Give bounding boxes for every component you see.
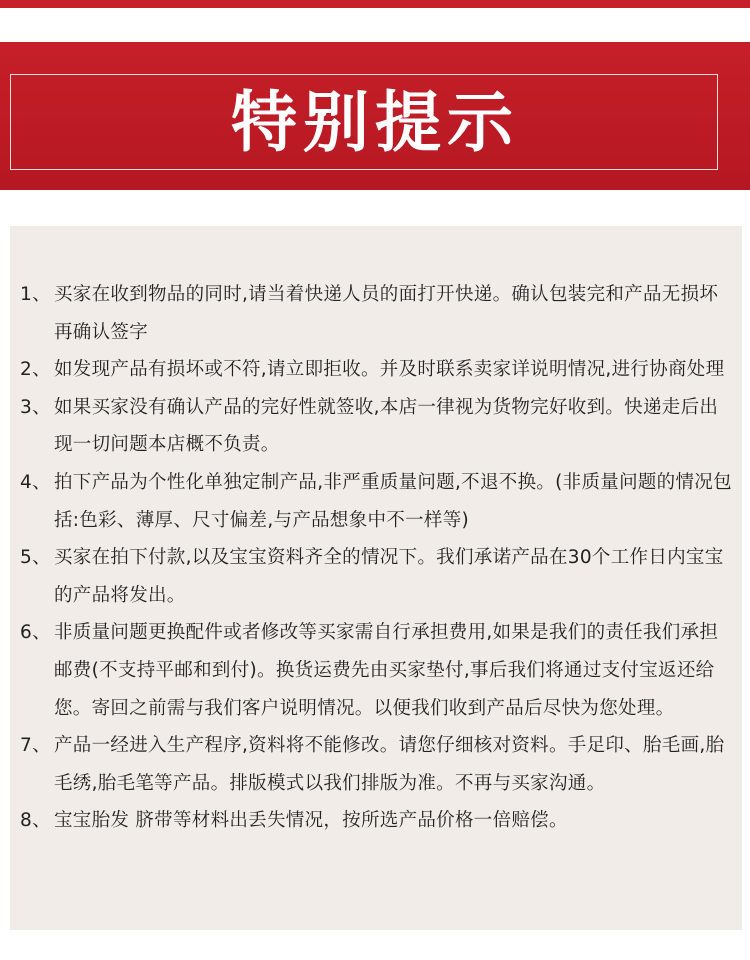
- title-banner: [0, 42, 750, 190]
- top-red-strip: [0, 0, 750, 8]
- notice-item: [10, 727, 742, 802]
- notice-item: [10, 276, 742, 351]
- notice-number: 6、: [20, 622, 51, 644]
- notice-number: 5、: [20, 547, 51, 569]
- notice-list: [10, 276, 742, 840]
- notice-item: [10, 802, 742, 840]
- notice-item: [10, 539, 742, 614]
- banner-title: 特别提示: [231, 83, 519, 161]
- notice-number: 8、: [20, 810, 51, 832]
- notice-number: 1、: [20, 284, 51, 305]
- notice-text: 宝宝胎发 脐带等材料出丢失情况，按所选产品价格一倍赔偿。: [54, 810, 568, 832]
- notice-item: [10, 389, 742, 464]
- notice-box: [10, 226, 742, 930]
- notice-text: 如果买家没有确认产品的完好性就签收,本店一律视为货物完好收到。快递走后出现一切问题本店概不负责。: [54, 396, 719, 456]
- notice-text: 非质量问题更换配件或者修改等买家需自行承担费用,如果是我们的责任我们承担邮费(不支持平邮和到付)。换货运费先由买家垫付,事后我们将通过支付宝返还给您。寄回之前需与我们客户说明情况。以便我们收到产品后尽快为您处理。: [54, 622, 719, 719]
- notice-number: 2、: [20, 359, 51, 381]
- notice-item: [10, 614, 742, 727]
- notice-text: 拍下产品为个性化单独定制产品,非严重质量问题,不退不换。(非质量问题的情况包括:色彩、薄厚、尺寸偏差,与产品想象中不一样等): [54, 471, 732, 531]
- notice-item: [10, 464, 742, 539]
- notice-number: 3、: [20, 396, 51, 418]
- notice-text: 买家在收到物品的同时,请当着快递人员的面打开快递。确认包装完和产品无损坏再确认签字: [54, 284, 719, 343]
- notice-number: 4、: [20, 471, 51, 493]
- notice-text: 买家在拍下付款,以及宝宝资料齐全的情况下。我们承诺产品在30个工作日内宝宝的产品将发出。: [54, 547, 724, 606]
- notice-number: 7、: [20, 735, 51, 757]
- notice-text: 如发现产品有损坏或不符,请立即拒收。并及时联系卖家详说明情况,进行协商处理: [54, 359, 725, 381]
- notice-text: 产品一经进入生产程序,资料将不能修改。请您仔细核对资料。手足印、胎毛画,胎毛绣,胎毛笔等产品。排版模式以我们排版为准。不再与买家沟通。: [54, 735, 725, 794]
- notice-item: [10, 351, 742, 389]
